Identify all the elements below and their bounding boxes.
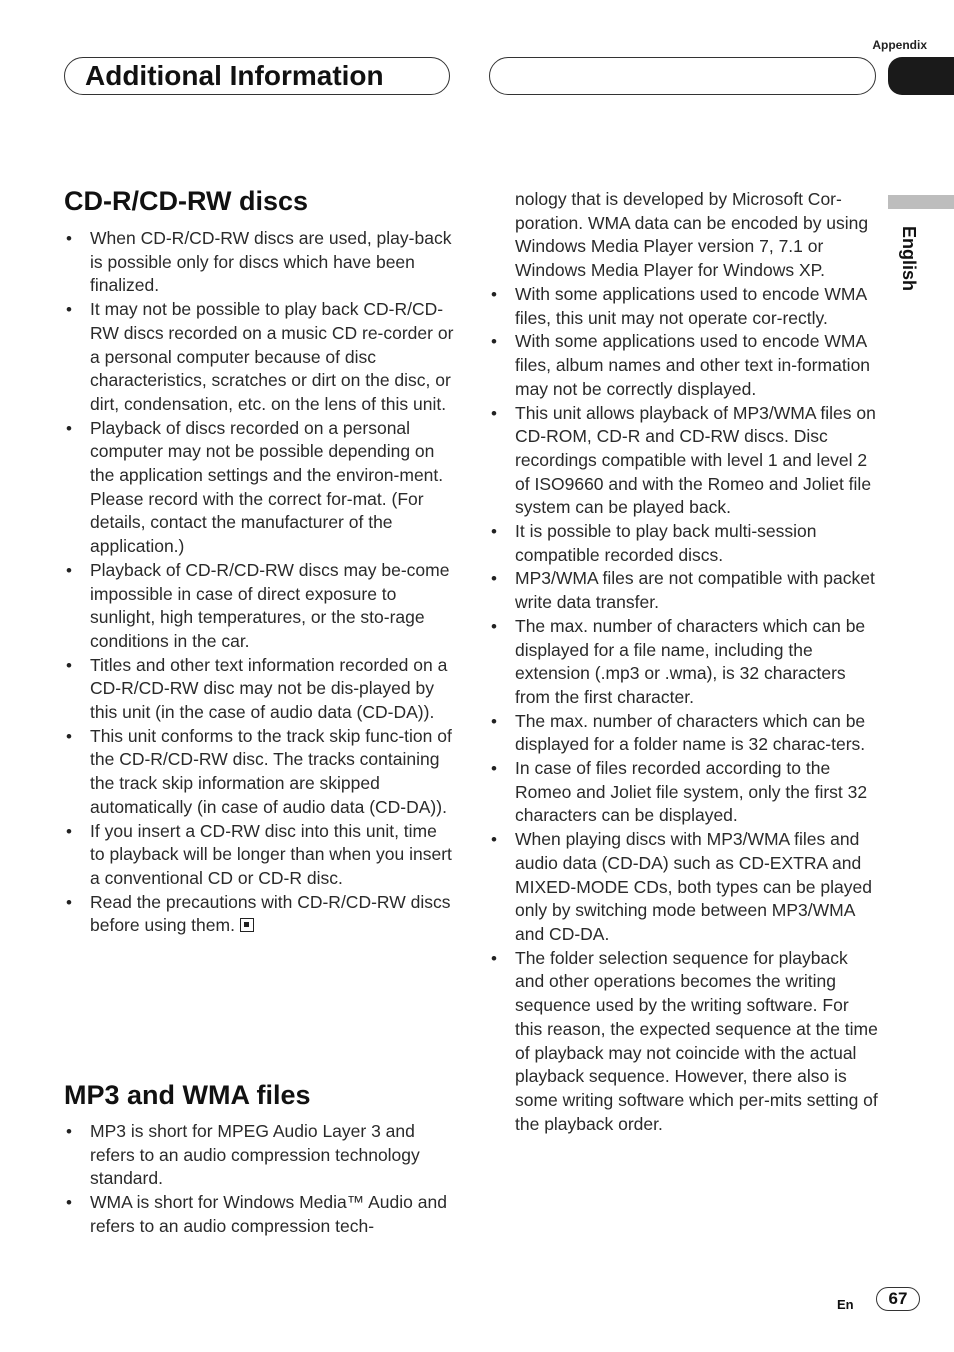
list-item-text: The folder selection sequence for playback and other operations becomes the writing sequence used by the writing software. For this reason, the expected sequence at the time of playback may not coincide with the actual playback sequence. However, there also is some writing software which per-mits setting of the playback order.	[515, 947, 878, 1134]
list-item	[489, 615, 879, 710]
list-item-text: With some applications used to encode WMA files, this unit may not operate cor-rectly.	[515, 284, 867, 328]
list-item-text: This unit conforms to the track skip func-tion of the CD-R/CD-RW disc. The tracks containing the track skip information are skipped automatically (in case of audio data (CD-DA)).	[90, 725, 452, 817]
bullet-icon: •	[491, 948, 497, 968]
list-item	[64, 559, 454, 654]
continued-item-text: nology that is developed by Microsoft Cor-poration. WMA data can be encoded by using Windows Media Player version 7, 7.1 or Windows Media Player for Windows XP.	[515, 189, 869, 281]
bullet-icon: •	[66, 1122, 72, 1141]
list-item	[489, 330, 879, 401]
list-item	[489, 757, 879, 828]
bullet-icon: •	[491, 285, 497, 304]
cd-discs-heading: CD-R/CD-RW discs	[64, 186, 309, 216]
bullet-icon: •	[66, 1193, 72, 1213]
list-item	[64, 1191, 454, 1238]
bullet-icon: •	[491, 711, 497, 731]
mp3-wma-list-right	[489, 283, 879, 1136]
list-item	[64, 417, 454, 559]
bullet-icon: •	[66, 418, 72, 438]
bullet-icon: •	[66, 655, 72, 675]
mp3-wma-list-left	[64, 1120, 454, 1239]
language-tab-label: English	[899, 226, 919, 292]
bullet-icon: •	[66, 560, 72, 580]
list-item	[489, 947, 879, 1137]
list-item-text: When CD-R/CD-RW discs are used, play-back is possible only for discs which have been finalized.	[90, 228, 452, 296]
list-item-text: If you insert a CD-RW disc into this unit, time to playback will be longer than when you insert a conventional CD or CD-R disc.	[90, 820, 452, 888]
bullet-icon: •	[491, 522, 497, 542]
list-item-text: When playing discs with MP3/WMA files and audio data (CD-DA) such as CD-EXTRA and MIXED-MODE CDs, both types can be played only by switching mode between MP3/WMA and CD-DA.	[515, 829, 872, 944]
mp3-wma-heading: MP3 and WMA files	[64, 1080, 311, 1110]
list-item	[64, 891, 454, 938]
list-item	[64, 298, 454, 417]
list-item	[489, 710, 879, 757]
list-item	[64, 227, 454, 298]
list-item-text: The max. number of characters which can be displayed for a folder name is 32 charac-ters.	[515, 710, 866, 755]
footer-language-code: En	[837, 1297, 854, 1312]
list-item-text: MP3/WMA files are not compatible with packet write data transfer.	[515, 568, 875, 613]
bullet-icon: •	[66, 300, 72, 320]
list-item	[489, 283, 879, 330]
header-tab-block	[888, 57, 954, 95]
list-item	[64, 654, 454, 725]
list-item-text: With some applications used to encode WMA files, album names and other text in-formation may not be correctly displayed.	[515, 331, 871, 399]
list-item-text: Playback of discs recorded on a personal computer may not be possible depending on the application settings and the environ-ment. Please record with the correct for-mat. (For details, contact the manufacturer of the application.)	[90, 417, 444, 557]
list-item-text: The max. number of characters which can be displayed for a file name, including the extension (.mp3 or .wma), is 32 characters from the first character.	[515, 615, 866, 707]
list-item	[489, 828, 879, 947]
list-item-text: MP3 is short for MPEG Audio Layer 3 and refers to an audio compression technology standard.	[90, 1121, 420, 1189]
continued-item	[489, 188, 879, 283]
bullet-icon: •	[491, 830, 497, 850]
bullet-icon: •	[491, 403, 497, 423]
list-item	[64, 820, 454, 891]
bullet-icon: •	[491, 569, 497, 589]
section-header-title: Additional Information	[85, 60, 384, 91]
list-item-text: It may not be possible to play back CD-R/CD-RW discs recorded on a music CD re-corder or a personal computer because of disc characteristics, scratches or dirt on the disc, or dirt, condensation, etc. on the lens of this unit.	[90, 299, 454, 414]
language-tab-bar	[888, 195, 954, 209]
list-item	[489, 567, 879, 614]
list-item-text: This unit allows playback of MP3/WMA files on CD-ROM, CD-R and CD-RW discs. Disc recordings compatible with level 1 and level 2 of ISO9660 and with the Romeo and Joliet file system can be played back.	[515, 402, 876, 518]
end-of-section-icon	[240, 918, 254, 932]
list-item	[489, 520, 879, 567]
list-item	[489, 402, 879, 521]
section-header-pill	[64, 57, 450, 95]
bullet-icon: •	[66, 892, 72, 912]
bullet-icon: •	[491, 616, 497, 636]
bullet-icon: •	[491, 759, 497, 779]
list-item-text: WMA is short for Windows Media™ Audio and refers to an audio compression tech-	[90, 1192, 447, 1236]
list-item-text: Titles and other text information recorded on a CD-R/CD-RW disc may not be dis-played by this unit (in the case of audio data (CD-DA)).	[90, 654, 448, 723]
header-empty-pill	[489, 57, 876, 95]
appendix-label: Appendix	[872, 38, 927, 52]
bullet-icon: •	[66, 821, 72, 841]
bullet-icon: •	[66, 726, 72, 746]
page-number: 67	[876, 1287, 920, 1311]
list-item-text: Playback of CD-R/CD-RW discs may be-come impossible in case of direct exposure to sunlight, high temperatures, or the sto-rage conditions in the car.	[90, 559, 450, 651]
bullet-icon: •	[66, 229, 72, 248]
list-item-text: In case of files recorded according to the Romeo and Joliet file system, only the first 32 characters can be displayed.	[515, 758, 868, 826]
list-item	[64, 1120, 454, 1191]
bullet-icon: •	[491, 332, 497, 352]
list-item-text: Read the precautions with CD-R/CD-RW discs before using them.	[90, 891, 451, 936]
list-item	[64, 725, 454, 820]
cd-discs-list	[64, 227, 454, 938]
list-item-text: It is possible to play back multi-session compatible recorded discs.	[515, 521, 817, 565]
